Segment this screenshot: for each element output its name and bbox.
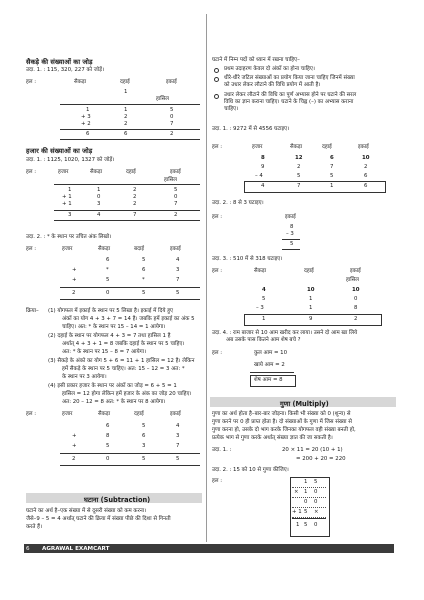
page-number: 6: [26, 545, 30, 552]
col-head-hundreds: सैकड़ा: [254, 268, 267, 274]
bullet-icon: [214, 77, 219, 82]
sum-digit: 2: [72, 456, 76, 462]
borrow-digit: 10: [307, 287, 315, 293]
col-head-ones: इकाई: [285, 214, 296, 220]
solution-label: हल :: [212, 268, 223, 274]
carry-digit: 1: [124, 89, 128, 95]
bullet-text: प्रथम उदाहरण केवल दो अंकों का होना चाहिए।: [224, 66, 315, 72]
digit: 2: [124, 114, 128, 120]
digit: 5: [262, 296, 266, 302]
result-digit: 9: [309, 316, 313, 322]
solution-label: हल :: [212, 350, 223, 356]
digit: 8: [106, 433, 110, 439]
col-head-thousands: हजार: [62, 411, 73, 417]
digit: 3: [176, 433, 180, 439]
digit: 8: [290, 224, 294, 230]
procedure-line: अत: * के स्थान पर 15 – 8 = 7 आयेगा।: [62, 349, 147, 355]
digit: 1: [309, 305, 313, 311]
bullet-icon: [214, 68, 219, 73]
paragraph-line: गुणा का अर्थ होता है–बार-बार जोड़ना। किसी भी संख्या को 0 (शून्य) से: [212, 411, 351, 417]
carry-label: हासिल: [164, 177, 177, 183]
paragraph-line: घटाने का अर्थ है–एक संख्या में से दूसरी संख्या को कम करना।: [26, 508, 147, 514]
procedure-line: अर्थात् 4 + 3 + 1 = 8 जबकि दहाई के स्थान पर 5 चाहिए।: [62, 341, 185, 347]
rule: [250, 372, 294, 373]
procedure-label: क्रिया–: [26, 308, 39, 314]
col-head-tens: दहाई: [120, 79, 130, 85]
col-head-hundreds: सैकड़ा: [98, 246, 111, 252]
equation-line: 20 × 11 = 20 (10 + 1): [282, 447, 343, 453]
section-title-subtraction: घटाना (Subtraction): [84, 495, 151, 504]
col-head-thousands: हजार: [252, 144, 263, 150]
col-head-ones: इकाई: [170, 169, 181, 175]
result-line: शेष आम = 8: [254, 377, 283, 383]
example-question: उदा. 4. : राम बाजार से 10 आम खरीद कर लाया। उसने दो आम खा लिये: [212, 330, 358, 336]
procedure-line: (3) सैकड़े के अंको का योग 5 + 6 = 11 + 1 हासिल = 12 है। लेकिन: [48, 358, 195, 364]
col-head-hundreds: सैकड़ा: [290, 144, 303, 150]
rule: [60, 104, 200, 105]
rule: [54, 210, 200, 211]
digit: 0: [170, 114, 174, 120]
digit: 5: [174, 187, 178, 193]
col-head-ones: इकाई: [170, 246, 181, 252]
example-question: उदा. 2. : * के स्थान पर उचित अंक लिखो।: [26, 234, 112, 240]
result-digit: 0: [314, 522, 318, 528]
sum-digit: 5: [142, 290, 146, 296]
digit: 4: [176, 257, 180, 263]
result-digit: 6: [364, 183, 368, 189]
rule: [282, 249, 300, 250]
sum-digit: 6: [86, 131, 90, 137]
procedure-line: अंकों का योग 4 + 3 + 7 = 14 है। जबकि हमें इकाई का अंक 5: [62, 316, 195, 322]
digit: 6: [106, 423, 110, 429]
col-head-ones: इकाई: [358, 144, 369, 150]
carry-label: हासिल: [156, 96, 169, 102]
rule: [292, 497, 326, 498]
example-question: अब उसके पास कितने आम शेष बचे ?: [226, 337, 301, 343]
borrow-digit: 8: [261, 155, 265, 161]
digit: 7: [330, 164, 334, 170]
column-divider: [206, 14, 207, 542]
digit: 1: [86, 107, 90, 113]
digit: 2: [297, 164, 301, 170]
digit: 5: [142, 423, 146, 429]
rule: [60, 287, 200, 288]
sum-digit: 2: [170, 131, 174, 137]
result-digit: 1: [330, 183, 334, 189]
digit: 5: [314, 479, 318, 485]
bullet-text: को उधार लेकर लौटाने की विधि प्रयोग में आती है।: [224, 82, 321, 88]
section-title-multiply: गुणा (Multiply): [280, 399, 329, 408]
digit: 8: [354, 305, 358, 311]
digit: 5: [297, 173, 301, 179]
solution-label: हल :: [26, 169, 37, 175]
paragraph-line: गुणा करने पर 0 ही प्राप्त होता है। दो संख्याओं के गुणा में जिस संख्या से: [212, 419, 352, 425]
result-digit: 5: [290, 241, 294, 247]
section-title-thousands-addition: हजार की संख्याओं का जोड़: [26, 147, 93, 155]
bullet-text: उधार लेकर लौटाने की विधि का पूर्ण अभ्यास होने पर घटाने की सरल: [224, 92, 357, 98]
rule: [60, 453, 200, 454]
col-head-hundreds: सैकड़ा: [74, 79, 87, 85]
sum-digit: 4: [97, 212, 101, 218]
digit: 7: [176, 277, 180, 283]
digit: 0: [174, 194, 178, 200]
bullet-icon: [214, 94, 219, 99]
paragraph-line: प्रत्येक भाग से गुणा करके अर्थात् संख्या ज्ञात की जा सकती है।: [212, 435, 333, 441]
bullet-text: विधि का ज्ञान कराना चाहिए। घटाने के चिह्न (–) का अभ्यास कराना: [224, 99, 354, 105]
example-question: उदा. 2. : 8 से 3 घटाइए।: [212, 200, 264, 206]
digit: 3: [176, 267, 180, 273]
rule: [54, 220, 200, 221]
digit: 7: [176, 443, 180, 449]
sum-digit: 6: [124, 131, 128, 137]
digit: 6: [106, 257, 110, 263]
procedure-line: चाहिए। अत: * के स्थान पर 15 – 14 = 1 आयेगा।: [62, 324, 166, 330]
borrow-digit: 10: [362, 155, 370, 161]
section-title-hundreds-addition: सैकड़े की संख्याओं का जोड़: [26, 58, 93, 66]
procedure-line: के स्थान पर 3 आयेगा।: [62, 374, 107, 380]
digit: 7: [170, 121, 174, 127]
digit: 2: [124, 121, 128, 127]
digit: 1: [68, 187, 72, 193]
digit: + 1: [292, 509, 302, 515]
digit: 2: [133, 194, 137, 200]
solution-label: हल :: [26, 79, 37, 85]
digit: 3: [142, 443, 146, 449]
digit: 6: [142, 267, 146, 273]
rule: [60, 299, 200, 300]
procedure-line: अत: 20 – 12 = 8 अत: * के स्थान पर 8 आयेगा।: [62, 399, 166, 405]
example-question: उदा. 1. : 1125, 1020, 1327 को जोड़ें।: [26, 157, 115, 163]
col-head-tens: दहाई: [322, 144, 332, 150]
digit: +: [72, 433, 77, 439]
rule: [60, 139, 200, 140]
bullet-text: चाहिए।: [224, 106, 239, 112]
digit: 1: [304, 479, 308, 485]
result-digit: 4: [261, 183, 265, 189]
procedure-line: (2) दहाई के स्थान पर योगफल 4 + 3 = 7 तथा हासिल 1 है: [48, 333, 171, 339]
col-head-ones: इकाई: [170, 411, 181, 417]
paragraph-line: जैसे–9 – 5 = 4 अर्थात् घटाने की क्रिया में संख्या पीछे की दिशा से गिनती: [26, 516, 171, 522]
sum-digit: 0: [106, 290, 110, 296]
col-head-hundreds: सैकड़ा: [90, 169, 103, 175]
paragraph-line: गुणा करना हो, उसके दो भाग करके जिनका योगफल वही संख्या बनती हो,: [212, 427, 356, 433]
digit: 6: [142, 433, 146, 439]
rule: [292, 487, 326, 488]
digit: 0: [354, 296, 358, 302]
col-head-tens: दहाई: [134, 411, 144, 417]
digit: 5: [170, 107, 174, 113]
digit: *: [142, 277, 145, 283]
digit: 1: [124, 107, 128, 113]
digit: + 1: [62, 194, 72, 200]
digit: 7: [174, 201, 178, 207]
borrow-digit: 12: [295, 155, 303, 161]
digit: 2: [364, 164, 368, 170]
rule: [60, 465, 200, 466]
rule: [54, 184, 200, 185]
digit: +: [72, 277, 77, 283]
digit: ×: [314, 509, 319, 515]
sum-digit: 2: [174, 212, 178, 218]
digit: + 2: [81, 121, 91, 127]
digit: + 1: [62, 201, 72, 207]
digit: *: [106, 267, 109, 273]
solution-label: हल :: [212, 214, 223, 220]
digit: +: [72, 443, 77, 449]
digit: 1: [304, 489, 308, 495]
equation-line: = 200 + 20 = 220: [296, 456, 346, 462]
col-head-tens: बदाई: [134, 246, 144, 252]
digit: 5: [106, 443, 110, 449]
digit: 9: [261, 164, 265, 170]
digit: 2: [133, 201, 137, 207]
solution-label: हल :: [26, 246, 37, 252]
col-head-tens: दहाई: [126, 169, 136, 175]
rule: [282, 239, 300, 240]
borrow-digit: 6: [330, 155, 334, 161]
digit: 1: [309, 296, 313, 302]
sum-digit: 5: [176, 456, 180, 462]
col-head-tens: दहाई: [304, 268, 314, 274]
result-digit: 7: [297, 183, 301, 189]
digit: 6: [364, 173, 368, 179]
borrow-digit: 10: [352, 287, 360, 293]
result-digit: 5: [304, 522, 308, 528]
digit: 0: [304, 499, 308, 505]
col-head-thousands: हजार: [62, 246, 73, 252]
procedure-line: हमें सैकड़े के स्थान पर 5 चाहिए। अत: 15 – 12 = 3 अत: *: [62, 366, 185, 372]
col-head-ones: इकाई: [350, 268, 361, 274]
result-digit: 1: [296, 522, 300, 528]
procedure-line: (1) योगफल में इकाई के स्थान पर 5 लिखा है। इकाई में दिये हुए: [48, 308, 174, 314]
digit: 0: [314, 499, 318, 505]
col-head-ones: इकाई: [166, 79, 177, 85]
example-question: उदा. 3. : 510 में से 318 घटाइए।: [212, 256, 283, 262]
digit: 1: [97, 187, 101, 193]
digit: 0: [97, 194, 101, 200]
digit: +: [72, 267, 77, 273]
sum-digit: 7: [133, 212, 137, 218]
rule: [292, 518, 326, 519]
digit: – 4: [255, 173, 263, 179]
solution-label: हल :: [212, 144, 223, 150]
bullet-text: धीरे-धीरे जटिल संख्याओं का प्रयोग किया जाना चाहिए जिनमें संख्या: [224, 75, 355, 81]
sum-digit: 5: [142, 456, 146, 462]
example-label: उदा. 1. :: [212, 447, 232, 453]
digit: 0: [314, 489, 318, 495]
digit: 5: [106, 277, 110, 283]
paragraph-line: घटाने में निम्न पदों को ध्यान में रखना चाहिए–: [212, 57, 300, 63]
procedure-line: (4) इसी प्रकार हजार के स्थान पर अंकों का जोड़ = 6 + 5 = 1: [48, 383, 177, 389]
digit: ×: [294, 489, 299, 495]
rule: [60, 129, 200, 130]
solution-label: हल :: [212, 478, 223, 484]
rule: [292, 507, 326, 508]
sum-digit: 3: [68, 212, 72, 218]
carry-label: हासिल: [346, 277, 359, 283]
paragraph-line: करते हैं।: [26, 524, 43, 530]
sum-digit: 2: [72, 290, 76, 296]
digit: 5: [330, 173, 334, 179]
col-head-thousands: हजार: [58, 169, 69, 175]
borrow-digit: 4: [262, 287, 266, 293]
result-digit: 2: [354, 316, 358, 322]
equation-line: खाये आम = 2: [254, 362, 285, 368]
digit: 5: [142, 257, 146, 263]
digit: 2: [133, 187, 137, 193]
example-question: उदा. 1. : 9272 में से 4556 घटाइए।: [212, 126, 290, 132]
example-question: उदा. 2. : 15 को 10 से गुणा कीजिए।: [212, 467, 289, 473]
example-question: उदा. 1. : 115, 320, 227 को जोड़ें।: [26, 67, 105, 73]
sum-digit: 0: [106, 456, 110, 462]
result-digit: 1: [262, 316, 266, 322]
footer-brand: AGRAWAL EXAMCART: [42, 545, 110, 552]
digit: 3: [97, 201, 101, 207]
solution-label: हल :: [26, 411, 37, 417]
digit: 4: [176, 423, 180, 429]
sum-digit: 5: [176, 290, 180, 296]
equation-line: कुल आम = 10: [254, 350, 288, 356]
digit: 5: [304, 509, 308, 515]
col-head-hundreds: सैकड़ा: [98, 411, 111, 417]
digit: + 3: [81, 114, 91, 120]
digit: – 3: [256, 305, 264, 311]
digit: – 3: [286, 231, 294, 237]
procedure-line: हासिल = 12 होगा लेकिन हमें हजार के अंक का जोड़ 20 चाहिए।: [62, 391, 192, 397]
